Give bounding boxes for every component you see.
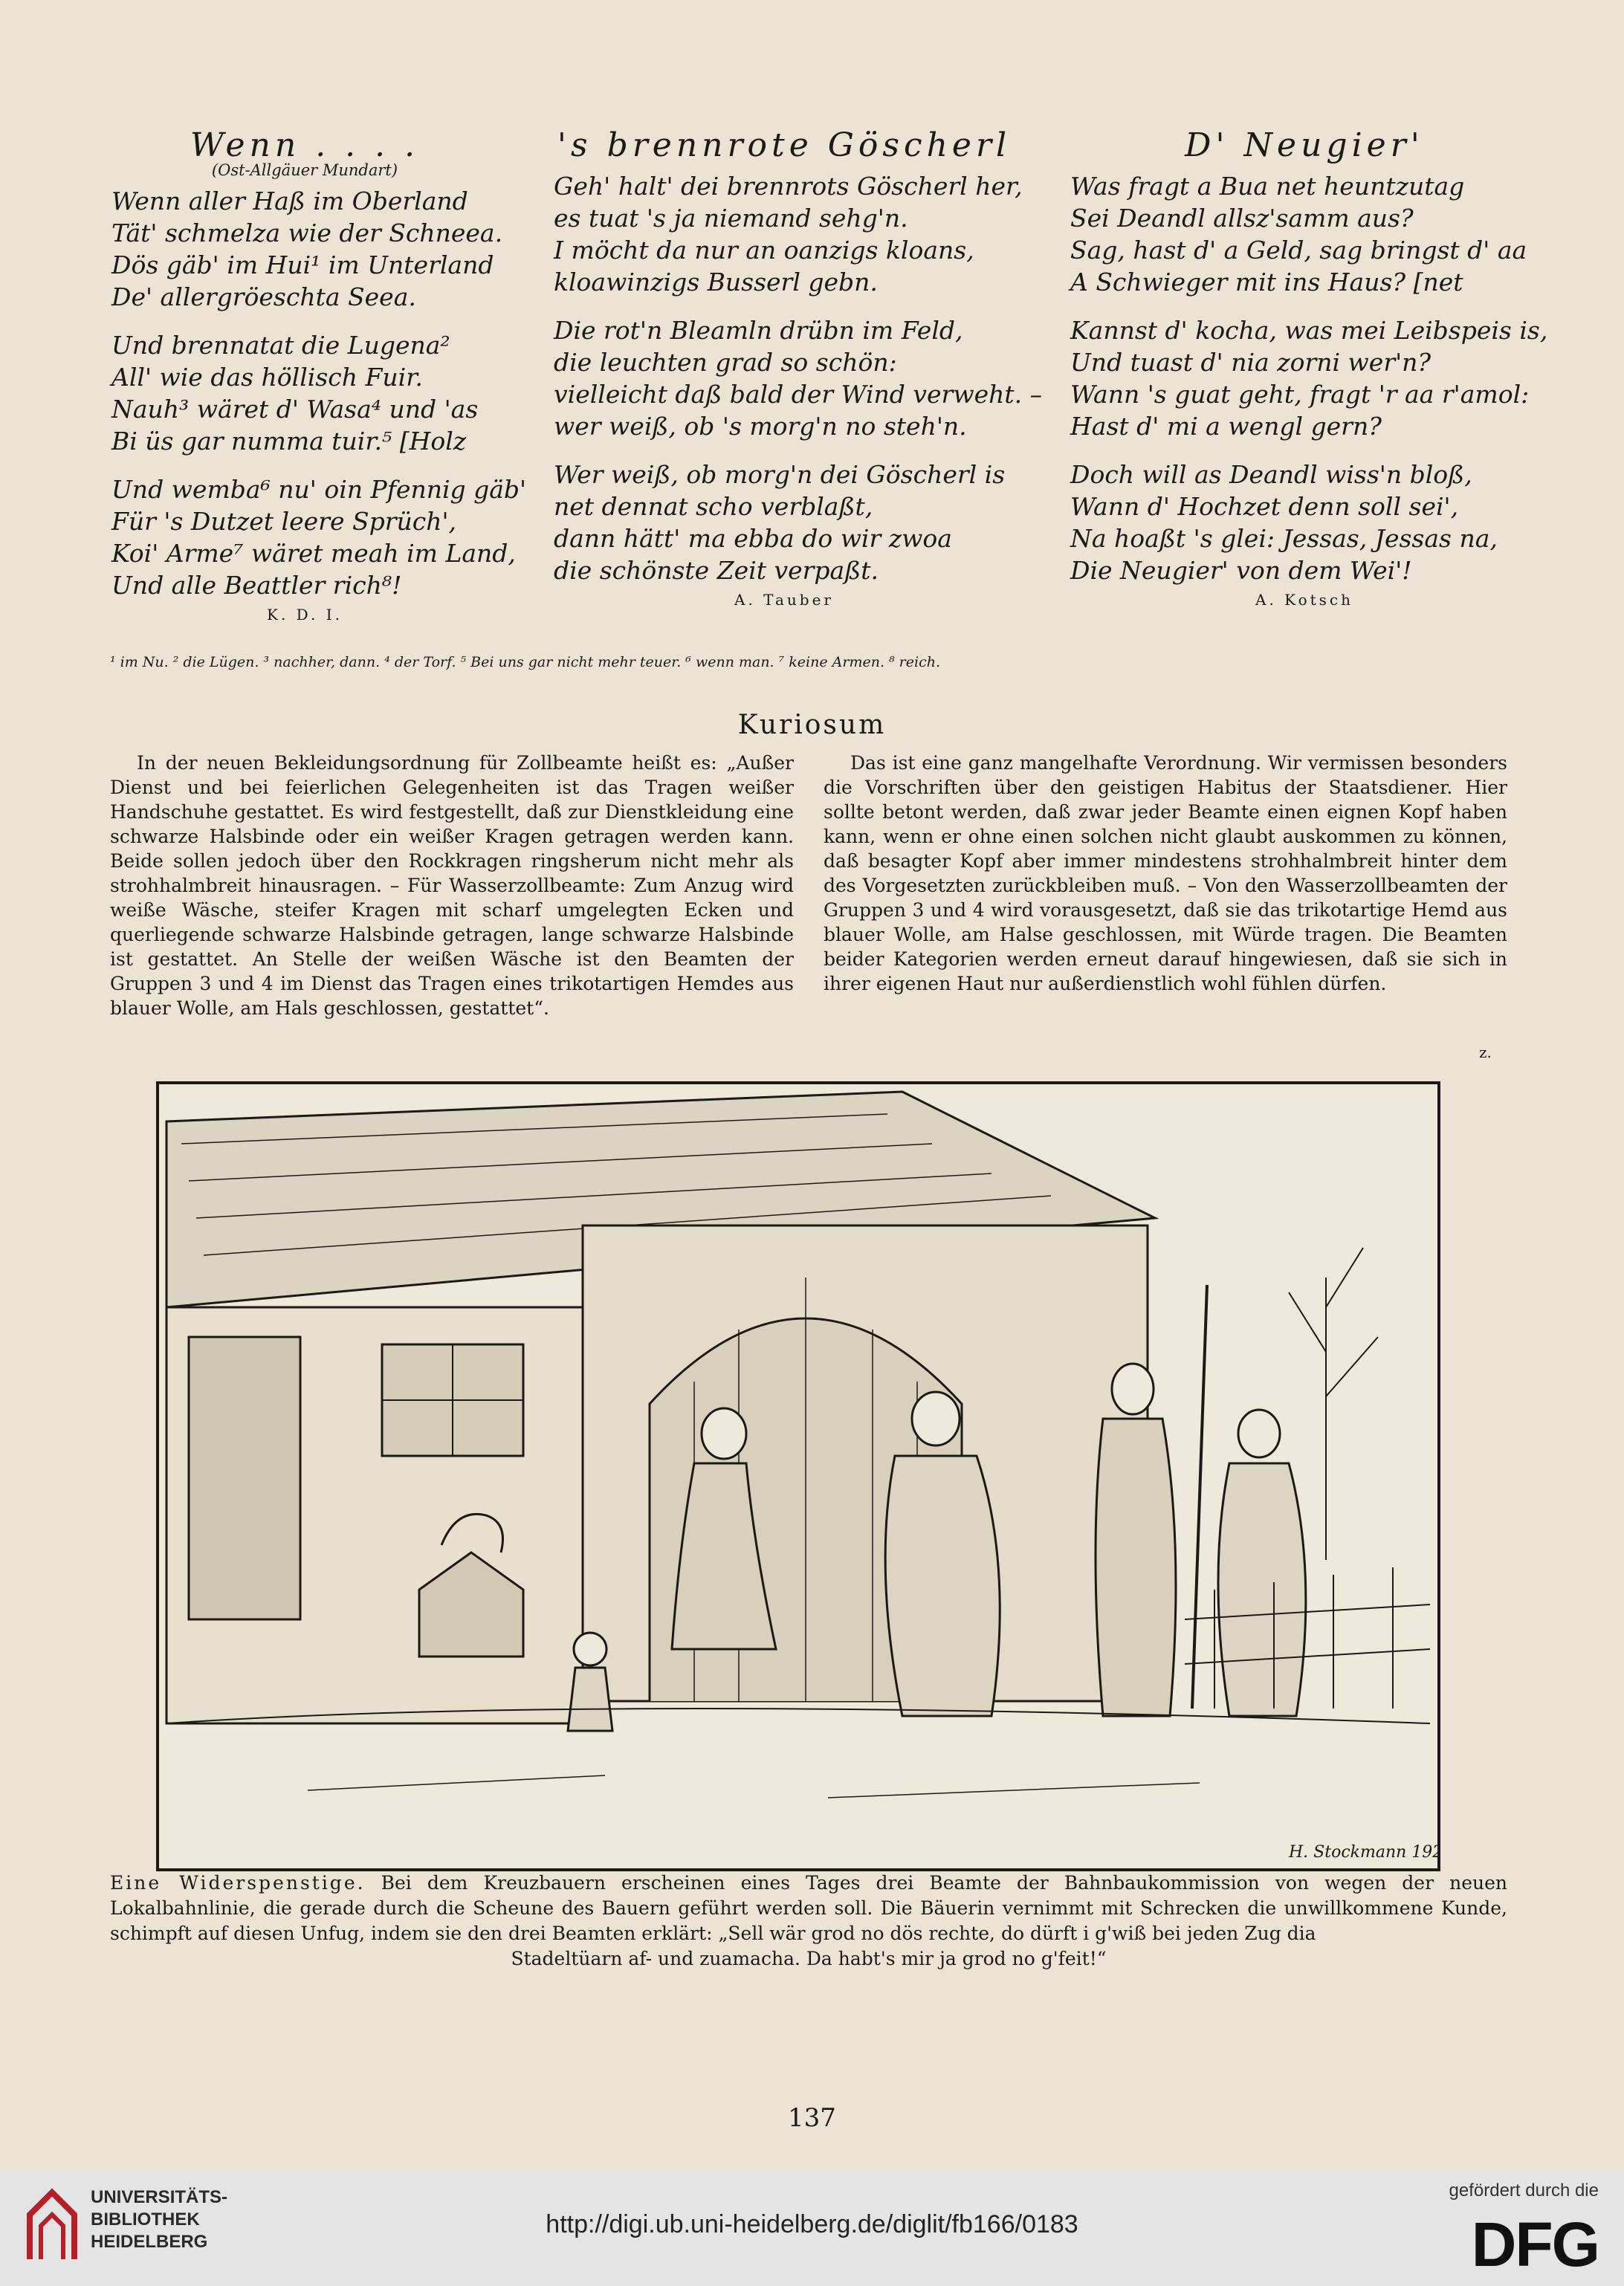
verse-line: Die rot'n Bleamln drübn im Feld, (554, 316, 963, 345)
survey-pole (1192, 1285, 1207, 1709)
official-head-3 (1238, 1410, 1280, 1457)
poem-subtitle: (Ost-Allgäuer Mundart) (211, 161, 398, 179)
official-head-2 (1112, 1364, 1154, 1414)
poem-neugier (1070, 126, 1548, 609)
verse-line: Wann d' Hochzet denn soll sei', (1070, 492, 1459, 521)
verse-line: A Schwieger mit ins Haus? [net (1070, 268, 1463, 297)
illustration-caption (110, 1871, 1507, 1972)
verse-line: Und alle Beattler rich⁸! (111, 571, 402, 600)
child-head (574, 1633, 606, 1665)
institution-line: UNIVERSITÄTS- (91, 2187, 228, 2207)
footnotes: ¹ im Nu. ² die Lügen. ³ nachher, dann. ⁴ der Torf. ⁵ Bei uns gar nicht mehr teuer. ⁶ wenn man. ⁷ keine Armen. ⁸ reich. (110, 654, 941, 670)
stanza (554, 314, 1043, 442)
official-figure-3 (1218, 1463, 1306, 1716)
child-figure (568, 1668, 612, 1731)
article-paragraph: In der neuen Bekleidungsordnung für Zollbeamte heißt es: „Außer Dienst und bei feierlichen Gelegenheiten ist das Tragen weißer Handschuhe gestattet. Es wird festgestellt, daß zur Dienstkleidung eine schwarze Halsbinde oder ein weißer Kragen getragen werden kann. Beide sollen jedoch über den Rockkragen ringsherum nicht mehr als strohhalmbreit hinausragen. – Für Wasserzollbeamte: Zum Anzug wird weiße Wäsche, steifer Kragen mit scharf umgelegten Ecken und querliegende schwarze Halsbinde getragen, lange schwarze Halsbinde ist gestattet. An Stelle der weißen Wäsche ist den Beamten der Gruppen 3 und 4 im Dienst das Tragen eines trikotartigen Hemdes aus blauer Wolle, am Hals geschlossen, gestattet“. (110, 752, 794, 1019)
section-title: Kuriosum (737, 710, 887, 740)
verse-line: Nauh³ wäret d' Wasa⁴ und 'as (111, 395, 479, 424)
official-figure-2 (1096, 1419, 1176, 1716)
poem-title: 's brennrote Göscherl (557, 126, 1012, 164)
stanza (1070, 314, 1548, 442)
funding-label: gefördert durch die (1449, 2180, 1599, 2201)
poem-author: A. Tauber (734, 591, 834, 609)
verse-line: Und wemba⁶ nu' oin Pfennig gäb' (111, 475, 527, 504)
stanza (554, 459, 1015, 586)
digitization-footer (0, 2170, 1624, 2286)
woman-head (702, 1408, 746, 1459)
official-head-1 (912, 1392, 960, 1445)
permalink-url[interactable]: http://digi.ub.uni-heidelberg.de/diglit/fb166/0183 (546, 2210, 1078, 2238)
artist-signature: H. Stockmann 1922 (1289, 1843, 1437, 1862)
stanza (1070, 170, 1539, 298)
verse-line: die schönste Zeit verpaßt. (554, 556, 879, 585)
article-column-left (110, 751, 794, 1020)
verse-line: kloawinzigs Busserl gebn. (554, 268, 878, 297)
verse-line: Koi' Arme⁷ wäret meah im Land, (111, 539, 516, 568)
verse-line: dann hätt' ma ebba do wir zwoa (554, 524, 952, 553)
institution-line: BIBLIOTHEK (91, 2209, 200, 2230)
tree (1289, 1248, 1378, 1560)
stanza (111, 329, 498, 457)
verse-line: Und brennatat die Lugena² (111, 331, 450, 360)
verse-line: Wann 's guat geht, fragt 'r aa r'amol: (1070, 380, 1530, 409)
poem-title: Wenn . . . . (190, 126, 420, 164)
caption-text: Bei dem Kreuzbauern erscheinen eines Tages drei Beamte der Bahnbaukommission von wegen der neuen Lokalbahnlinie, die gerade durch die Scheune des Bauern geführt werden soll. Die Bäuerin vernimmt mit Schrecken die unwillkommene Kunde, schimpft auf diesen Unfug, indem sie den drei Beamten erklärt: „Sell wär grod no dös rechte, do dürft i g'wiß bei jeden Zug dia (110, 1872, 1507, 1944)
poem-goescherl (554, 126, 1043, 609)
verse-line: Bi üs gar numma tuir.⁵ [Holz (111, 427, 467, 456)
verse-line: Die Neugier' von dem Wei'! (1070, 556, 1412, 585)
verse-line: Sag, hast d' a Geld, sag bringst d' aa (1070, 236, 1527, 265)
official-figure-1 (885, 1456, 1000, 1716)
poem-author: A. Kotsch (1255, 591, 1353, 609)
verse-line: I möcht da nur an oanzigs kloans, (554, 236, 974, 265)
caption-last-line: Stadeltüarn af- und zuamacha. Da habt's mir ja grod no g'feit!“ (511, 1948, 1107, 1969)
verse-line: De' allergröeschta Seea. (111, 282, 416, 311)
verse-line: Wer weiß, ob morg'n dei Göscherl is (554, 460, 1006, 489)
verse-line: Was fragt a Bua net heuntzutag (1070, 172, 1465, 201)
author-signature: z. (1479, 1043, 1492, 1061)
verse-line: Hast d' mi a wengl gern? (1070, 412, 1382, 441)
poem-author: K. D. I. (267, 606, 343, 624)
verse-line: es tuat 's ja niemand sehg'n. (554, 204, 908, 233)
illustration (156, 1081, 1440, 1871)
verse-line: net dennat scho verblaßt, (554, 492, 873, 521)
doorway (189, 1337, 300, 1619)
farmyard-drawing (159, 1084, 1437, 1868)
verse-line: die leuchten grad so schön: (554, 348, 897, 377)
article-paragraph: Das ist eine ganz mangelhafte Verordnung. Wir vermissen besonders die Vorschriften über den geistigen Habitus der Staatsdiener. Hier sollte betont werden, daß zwar jeder Beamte einen eignen Kopf haben kann, wenn er ohne einen solchen nicht glaubt auskommen zu können, daß besagter Kopf aber immer mindestens strohhalmbreit hinter dem des Vorgesetzten zurückbleiben muß. – Von den Wasserzollbeamten der Gruppen 3 und 4 wird vorausgesetzt, daß sie das trikotartige Hemd aus blauer Wolle, am Halse geschlossen, mit Würde tragen. Die Beamten beider Kategorien werden erneut darauf hingewiesen, daß sie sich in ihrer eigenen Haut nur außerdienstlich wohl fühlen dürfen. (824, 752, 1507, 994)
caption-title: Eine Widerspenstige. (110, 1872, 366, 1894)
stanza (111, 473, 527, 601)
stanza (1070, 459, 1539, 586)
verse-line: vielleicht daß bald der Wind verweht. – (554, 380, 1043, 409)
article-column-right (824, 751, 1507, 996)
verse-line: Geh' halt' dei brennrots Göscherl her, (554, 172, 1023, 201)
verse-line: Tät' schmelza wie der Schneea. (111, 218, 503, 247)
verse-line: Und tuast d' nia zorni wer'n? (1070, 348, 1431, 377)
verse-line: Kannst d' kocha, was mei Leibspeis is, (1070, 316, 1548, 345)
page-number: 137 (788, 2103, 836, 2133)
verse-line: wer weiß, ob 's morg'n no steh'n. (554, 412, 967, 441)
verse-line: Na hoaßt 's glei: Jessas, Jessas na, (1070, 524, 1498, 553)
stanza (111, 185, 503, 313)
verse-line: Dös gäb' im Hui¹ im Unterland (111, 250, 494, 279)
verse-line: All' wie das höllisch Fuir. (111, 363, 423, 392)
verse-line: Sei Deandl allsz'samm aus? (1070, 204, 1414, 233)
institution-line: HEIDELBERG (91, 2232, 208, 2252)
stanza (554, 170, 1023, 298)
verse-line: Wenn aller Haß im Oberland (111, 187, 468, 216)
verse-line: Für 's Dutzet leere Sprüch', (111, 507, 457, 536)
poem-wenn (111, 126, 527, 624)
dfg-logo: DFG (1471, 2209, 1599, 2279)
poem-title: D' Neugier' (1185, 126, 1424, 164)
verse-line: Doch will as Deandl wiss'n bloß, (1070, 460, 1472, 489)
